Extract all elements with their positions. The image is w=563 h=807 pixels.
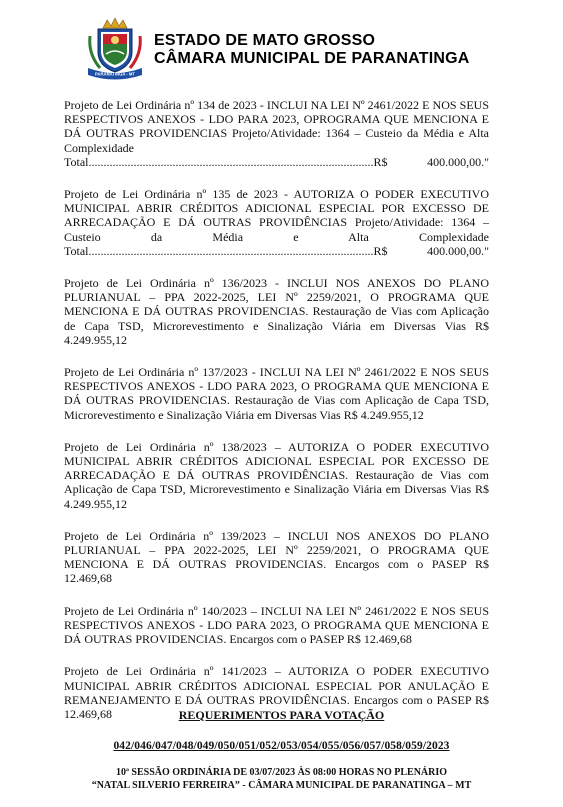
project-item	[64, 440, 489, 511]
project-item	[64, 365, 489, 422]
project-text: Projeto de Lei Ordinária nº 134 de 2023 - INCLUI NA LEI Nº 2461/2022 E NOS SEUS RESPECTIVOS ANEXOS - LDO PARA 2023, OPROGRAMA QUE MENCIONA E DÁ OUTRAS PROVIDENCIAS Projeto/Atividade: 1364 – Custeio da Média e Alta Complexidade	[64, 98, 489, 155]
seal-ribbon-text: PARANATINGA - MT	[95, 71, 135, 77]
requirements-title: REQUERIMENTOS PARA VOTAÇÃO	[178, 708, 385, 722]
project-total: Total...............................................................................................R$ 400.000,00."	[64, 154, 489, 169]
project-total: Total...............................................................................................R$ 400.000,00."	[64, 243, 489, 258]
project-text: Projeto de Lei Ordinária nº 138/2023 – AUTORIZA O PODER EXECUTIVO MUNICIPAL ABRIR CRÉDITOS ADICIONAL ESPECIAL POR EXCESSO DE ARRECADAÇÃO E DÁ OUTRAS PROVIDÊNCIAS. Restauração de Vias com Aplicação de Capa TSD, Microrevestimento e Sinalização Viária em Diversas Vias R$ 4.249.955,12	[64, 439, 489, 511]
agenda-body	[64, 98, 489, 739]
letterhead	[86, 18, 546, 80]
chamber-name: CÂMARA MUNICIPAL DE PARANATINGA	[154, 50, 470, 67]
municipal-seal-icon	[86, 18, 144, 80]
project-item	[64, 529, 489, 586]
project-item	[64, 604, 489, 647]
project-text: Projeto de Lei Ordinária nº 141/2023 – AUTORIZA O PODER EXECUTIVO MUNICIPAL ABRIR CRÉDITOS ADICIONAL ESPECIAL POR ANULAÇÃO E REMANEJAMENTO E DÁ OUTRAS PROVIDÊNCIAS. Encargos com o PASEP R$ 12.469,68	[64, 664, 489, 721]
letterhead-title	[154, 32, 470, 68]
project-text: Projeto de Lei Ordinária nº 139/2023 – INCLUI NOS ANEXOS DO PLANO PLURIANUAL – PPA 2022-2025, LEI Nº 2259/2021, O PROGRAMA QUE MENCIONA E DÁ OUTRAS PROVIDENCIAS. Encargos com o PASEP R$ 12.469,68	[64, 528, 489, 586]
session-info	[0, 766, 563, 792]
project-text: Projeto de Lei Ordinária nº 137/2023 - INCLUI NA LEI Nº 2461/2022 E NOS SEUS RESPECTIVOS ANEXOS - LDO PARA 2023, O PROGRAMA QUE MENCIONA E DÁ OUTRAS PROVIDENCIAS. Restauração de Vias com Aplicação de Capa TSD, Microrevestimento e Sinalização Viária em Diversas Vias R$ 4.249.955,12	[64, 365, 489, 422]
project-item	[64, 98, 489, 169]
requirements-numbers: 042/046/047/048/049/050/051/052/053/054/055/056/057/058/059/2023	[113, 740, 450, 752]
project-item	[64, 187, 489, 258]
session-line-1: 10ª SESSÃO ORDINÁRIA DE 03/07/2023 ÀS 08:00 HORAS NO PLENÁRIO	[115, 767, 448, 778]
project-item	[64, 276, 489, 347]
state-name: ESTADO DE MATO GROSSO	[154, 32, 376, 49]
project-text: Projeto de Lei Ordinária nº 136/2023 - INCLUI NOS ANEXOS DO PLANO PLURIANUAL – PPA 2022-2025, LEI Nº 2259/2021, O PROGRAMA QUE MENCIONA E DÁ OUTRAS PROVIDENCIAS. Restauração de Vias com Aplicação de Capa TSD, Microrevestimento e Sinalização Viária em Diversas Vias R$ 4.249.955,12	[64, 276, 489, 347]
project-text: Projeto de Lei Ordinária nº 135 de 2023 - AUTORIZA O PODER EXECUTIVO MUNICIPAL ABRIR CRÉDITOS ADICIONAL ESPECIAL POR EXCESSO DE ARRECADAÇÃO E DÁ OUTRAS PROVIDÊNCIAS Projeto/Atividade: 1364 – Custeio da Média e Alta Complexidade	[64, 187, 489, 244]
project-text: Projeto de Lei Ordinária nº 140/2023 – INCLUI NA LEI Nº 2461/2022 E NOS SEUS RESPECTIVOS ANEXOS - LDO PARA 2023, O PROGRAMA QUE MENCIONA E DÁ OUTRAS PROVIDENCIAS. Encargos com o PASEP R$ 12.469,68	[64, 603, 489, 647]
session-line-2: “NATAL SILVERIO FERREIRA” - CÂMARA MUNICIPAL DE PARANATINGA – MT	[91, 780, 472, 791]
